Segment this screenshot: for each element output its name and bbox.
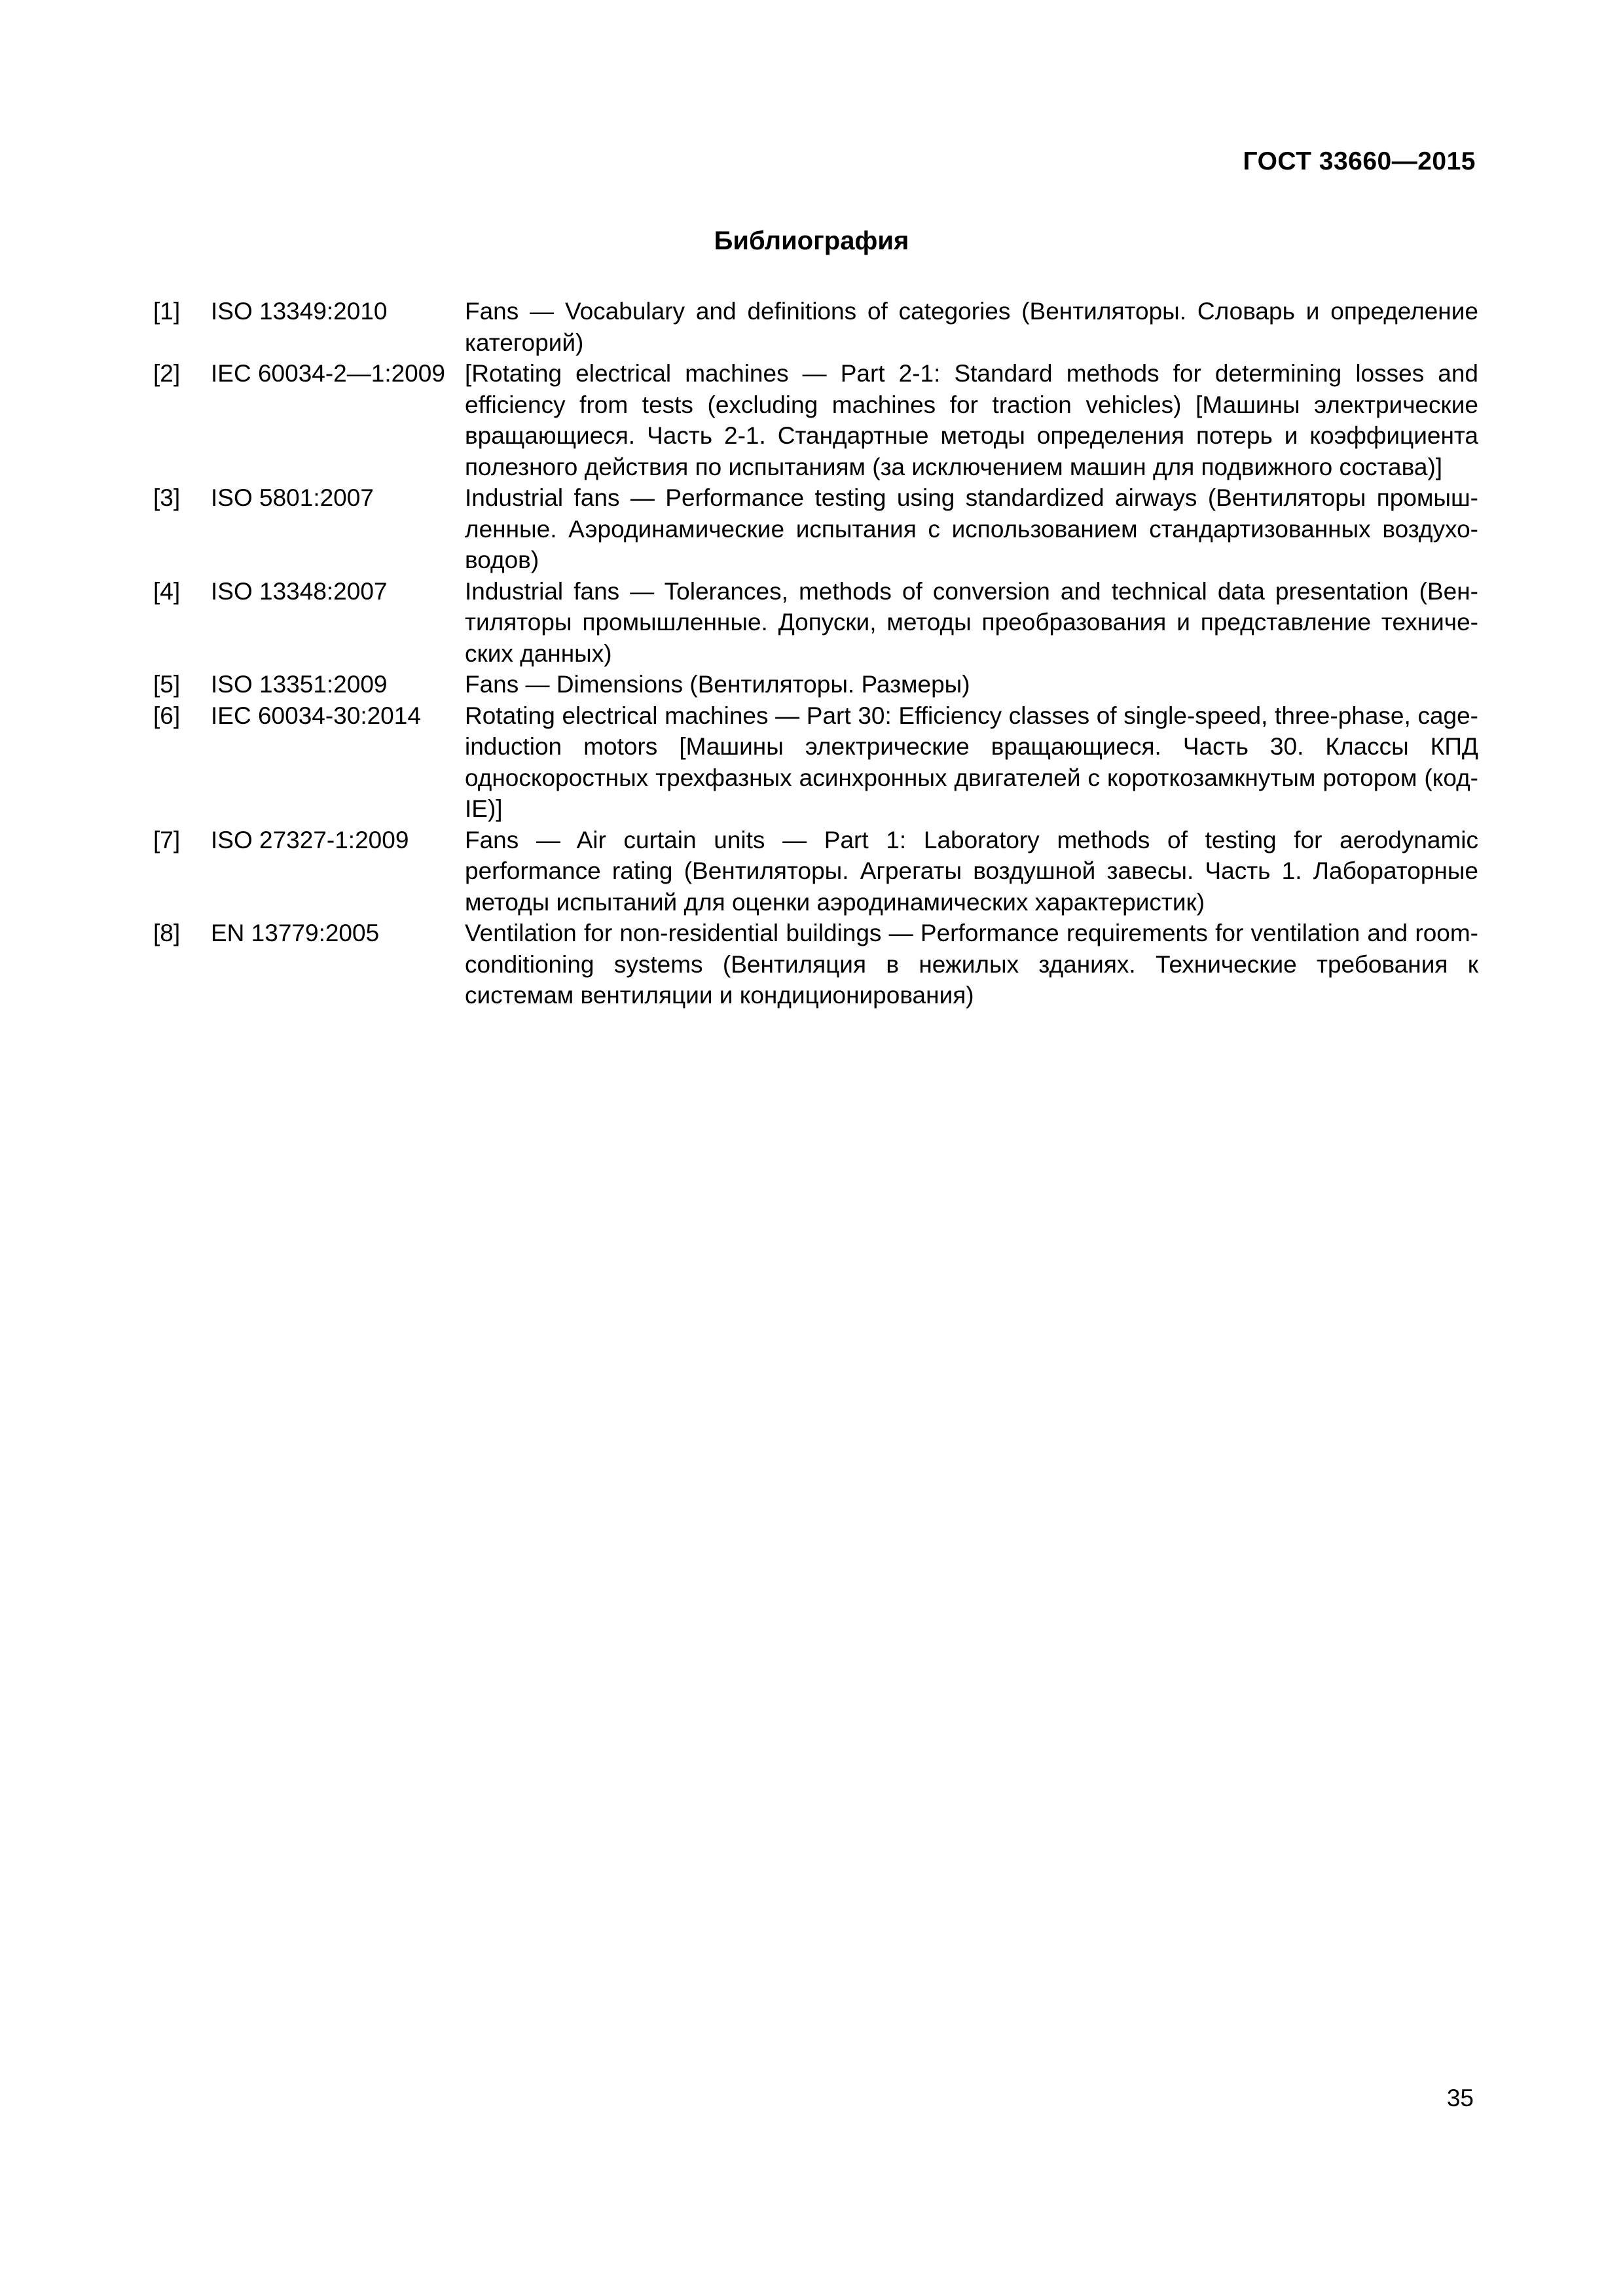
entry-designation: ISO 13349:2010 <box>211 298 388 325</box>
entry-designation: ISO 13351:2009 <box>211 671 388 698</box>
entry-designation: ISO 13348:2007 <box>211 577 388 605</box>
entry-designation: IEC 60034-30:2014 <box>211 702 421 729</box>
bibliography-entry <box>153 482 1478 576</box>
entry-designation: IEC 60034-2—1:2009 <box>211 360 445 387</box>
entry-number: [4] <box>153 577 181 605</box>
entry-title: Fans — Dimensions (Вентиляторы. Размеры) <box>465 671 970 698</box>
entry-title: Industrial fans — Tolerances, methods of conversion and technical data presentation (Вентиляторы промышленные. Допуски, методы преобразования и представление технических данных) <box>465 577 1478 667</box>
bibliography-entry <box>153 358 1478 482</box>
entry-designation: EN 13779:2005 <box>211 920 380 946</box>
bibliography-entry <box>153 700 1478 825</box>
entry-number: [3] <box>153 484 181 511</box>
page-number: 35 <box>1446 2085 1474 2111</box>
entry-title: Fans — Vocabulary and definitions of categories (Вентиляторы. Словарь и определение категорий) <box>465 298 1478 356</box>
entry-number: [8] <box>153 920 181 946</box>
bibliography-entry <box>153 918 1478 1011</box>
bibliography-entry <box>153 576 1478 670</box>
entry-number: [6] <box>153 702 181 729</box>
entry-number: [1] <box>153 298 181 325</box>
entry-number: [2] <box>153 360 181 387</box>
bibliography-entry <box>153 825 1478 918</box>
entry-title: Ventilation for non-residential buildings — Performance requirements for ventilation and room-conditioning systems (Вентиляция в нежилых зданиях. Технические требования к системам вентиляции и кондиционирования) <box>465 920 1478 1009</box>
entry-title: Industrial fans — Performance testing using standardized airways (Вентиляторы промышленные. Аэродинамические испытания с использованием стандартизованных воздуховодов) <box>465 484 1478 573</box>
bibliography-entry <box>153 669 1478 700</box>
entry-number: [7] <box>153 826 181 853</box>
entry-title: [Rotating electrical machines — Part 2-1: Standard methods for determining losses and efficiency from tests (excluding machines for traction vehicles) [Машины электрические вращающиеся. Часть 2-1. Стандартные методы определения потерь и коэффициента полезного действия по испытаниям (за исключением машин для подвижного состава)] <box>465 360 1478 480</box>
section-title: Библиография <box>714 226 909 255</box>
entry-title: Rotating electrical machines — Part 30: Efficiency classes of single-speed, three-phase, cage-induction motors [Машины электрические вращающиеся. Часть 30. Классы КПД односкоростных трехфазных асинхронных двигателей с короткозамкнутым ротором (код-IE)] <box>465 702 1478 822</box>
bibliography-entry <box>153 296 1478 358</box>
entry-title: Fans — Air curtain units — Part 1: Laboratory methods of testing for aerodynamic performance rating (Вентиляторы. Агрегаты воздушной завесы. Часть 1. Лабораторные методы испытаний для оценки аэродинамических характеристик) <box>465 826 1478 916</box>
entry-number: [5] <box>153 671 181 698</box>
document-code: ГОСТ 33660—2015 <box>1243 147 1476 175</box>
entry-designation: ISO 5801:2007 <box>211 484 374 511</box>
entry-designation: ISO 27327-1:2009 <box>211 826 409 853</box>
bibliography-list <box>153 296 1478 1011</box>
